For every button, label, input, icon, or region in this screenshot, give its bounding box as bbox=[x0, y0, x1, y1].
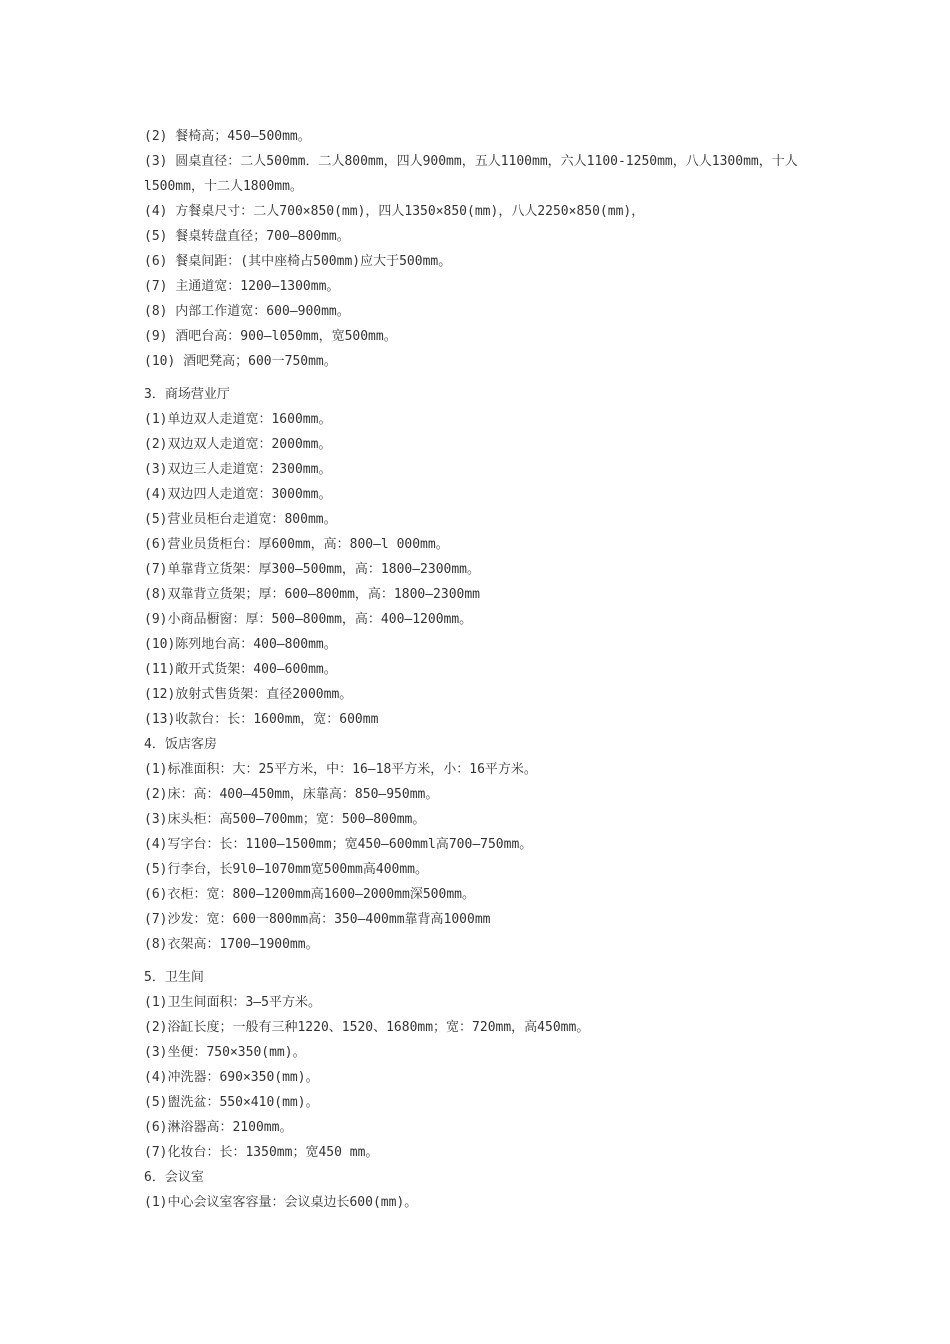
mall-item: (4)双边四人走道宽：3000mm。 bbox=[144, 487, 332, 502]
mall-item: (1)单边双人走道宽：1600mm。 bbox=[144, 412, 332, 427]
hotel-item: (6)衣柜：宽：800—1200mm高1600—2000mm深500mm。 bbox=[144, 887, 475, 902]
hotel-item: (7)沙发：宽：600一800mm高：350—400mm靠背高1000mm bbox=[144, 912, 491, 927]
mall-item: (11)敞开式货架：400—600mm。 bbox=[144, 662, 337, 677]
mall-item: (9)小商品橱窗：厚：500—800mm，高：400—1200mm。 bbox=[144, 612, 473, 627]
hotel-item: (3)床头柜：高500—700mm；宽：500—800mm。 bbox=[144, 812, 426, 827]
dining-item-10: (10) 酒吧凳高；600一750mm。 bbox=[144, 354, 337, 369]
section-title-meeting: 6．会议室 bbox=[144, 1170, 204, 1185]
mall-item: (6)营业员货柜台：厚600mm，高：800—l 000mm。 bbox=[144, 537, 449, 552]
dining-item-9: (9) 酒吧台高：900—l050mm，宽500mm。 bbox=[144, 329, 397, 344]
meeting-item: (1)中心会议室客容量：会议桌边长600(mm)。 bbox=[144, 1195, 418, 1210]
hotel-item: (2)床：高：400—450mm，床靠高：850—950mm。 bbox=[144, 787, 439, 802]
dining-item-5: (5) 餐桌转盘直径；700—800mm。 bbox=[144, 229, 350, 244]
mall-item: (7)单靠背立货架：厚300—500mm，高：1800—2300mm。 bbox=[144, 562, 481, 577]
bathroom-item: (6)淋浴器高：2100mm。 bbox=[144, 1120, 293, 1135]
bathroom-item: (7)化妆台：长：1350mm；宽450 mm。 bbox=[144, 1145, 379, 1160]
hotel-item: (4)写字台：长：1100—1500mm；宽450—600mml高700—750mm。 bbox=[144, 837, 533, 852]
dining-item-4: (4) 方餐桌尺寸：二人700×850(mm)，四人1350×850(mm)，八人2250×850(mm)， bbox=[144, 204, 645, 219]
mall-item: (3)双边三人走道宽：2300mm。 bbox=[144, 462, 332, 477]
hotel-item: (5)行李台，长9l0—1070mm宽500mm高400mm。 bbox=[144, 862, 429, 877]
bathroom-item: (4)冲洗器：690×350(mm)。 bbox=[144, 1070, 319, 1085]
dining-item-6: (6) 餐桌间距：(其中座椅占500mm)应大于500mm。 bbox=[144, 254, 452, 269]
dining-item-8: (8) 内部工作道宽：600—900mm。 bbox=[144, 304, 350, 319]
mall-item: (10)陈列地台高：400—800mm。 bbox=[144, 637, 337, 652]
hotel-item: (1)标准面积：大：25平方米，中：16—18平方米，小：16平方米。 bbox=[144, 762, 537, 777]
section-title-mall: 3．商场营业厅 bbox=[144, 387, 230, 402]
mall-item: (2)双边双人走道宽：2000mm。 bbox=[144, 437, 332, 452]
mall-item: (5)营业员柜台走道宽：800mm。 bbox=[144, 512, 337, 527]
mall-item: (8)双靠背立货架；厚：600—800mm，高：1800—2300mm bbox=[144, 587, 481, 602]
dining-item-7: (7) 主通道宽：1200—1300mm。 bbox=[144, 279, 340, 294]
bathroom-item: (3)坐便：750×350(mm)。 bbox=[144, 1045, 306, 1060]
mall-item: (13)收款台：长：1600mm，宽：600mm bbox=[144, 712, 379, 727]
section-title-bathroom: 5．卫生间 bbox=[144, 970, 204, 985]
bathroom-item: (2)浴缸长度；一般有三种1220、1520、1680mm；宽：720mm，高450mm。 bbox=[144, 1020, 590, 1035]
section-title-hotel: 4．饭店客房 bbox=[144, 737, 217, 752]
document-body bbox=[144, 124, 824, 1215]
dining-item-2: (2) 餐椅高；450—500mm。 bbox=[144, 129, 311, 144]
hotel-item: (8)衣架高：1700—1900mm。 bbox=[144, 937, 319, 952]
bathroom-item: (5)盥洗盆：550×410(mm)。 bbox=[144, 1095, 319, 1110]
bathroom-item: (1)卫生间面积：3—5平方米。 bbox=[144, 995, 321, 1010]
mall-item: (12)放射式售货架：直径2000mm。 bbox=[144, 687, 353, 702]
dining-item-3: (3) 圆桌直径：二人500mm．二人800mm，四人900mm，五人1100mm，六人1100-1250mm，八人1300mm，十人l500mm，十二人1800mm。 bbox=[144, 154, 798, 194]
